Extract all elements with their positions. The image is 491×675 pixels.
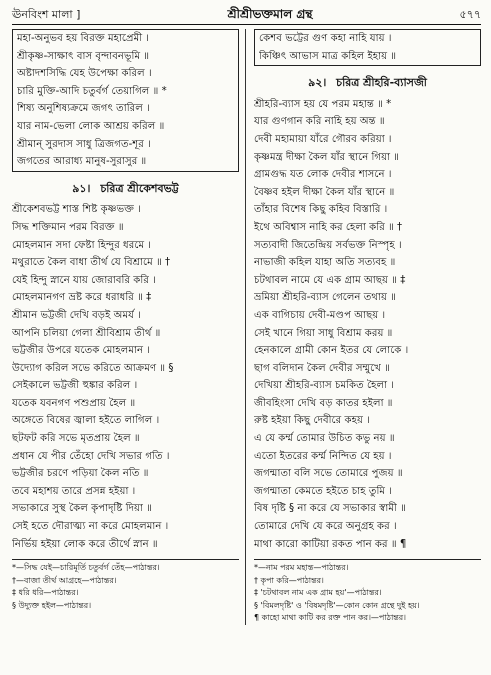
chapter-label: ঊনবিংশ মালা ] bbox=[12, 8, 81, 21]
verse-line: কৃষ্ণমন্ত্র দীক্ষা কৈল যাঁর স্থানে গিয়া ॥ bbox=[254, 151, 400, 163]
footnote: † কৃপা করি—পাঠান্তর। bbox=[254, 575, 324, 585]
footnote: ‡ 'চটথাবল নাম এক গ্রাম হয়'—পাঠান্তর। bbox=[254, 588, 382, 598]
verse-line: নির্ভিয় হইয়া লোক করে তীর্থে স্নান ॥ bbox=[12, 538, 158, 550]
verse-line: দেখিয়া শ্রীহরি-ব্যাস চমকিত হৈলা । bbox=[254, 380, 394, 392]
footnotes bbox=[254, 559, 481, 625]
verse-line: প্রধান যে পীর তেঁহো দেখি সভার গতি । bbox=[12, 450, 170, 462]
verse-line: জগন্মাতা বলি সভে তোমারে পুজয় ॥ bbox=[254, 468, 403, 480]
verse-line: ভট্টজীর চরণে পড়িয়া কৈল নতি ॥ bbox=[12, 468, 149, 480]
footnote: § উদ্যুক্ত হইল—পাঠান্তর। bbox=[12, 600, 92, 610]
verse-line: শ্রীমান ভট্টজী দেখি বড়ই অমর্য । bbox=[12, 309, 141, 321]
page-header bbox=[12, 6, 481, 25]
verse-line: যার নাম-ভেলা লোক আশ্রয় করিল ॥ bbox=[17, 120, 165, 132]
text-columns bbox=[12, 29, 481, 625]
footnote: *—সিদ্ধ যেই—চারিমূর্তি চতুর্বর্গ তেঁহ—পাঠান্তর। bbox=[12, 563, 160, 573]
verse-line: দেবী মহামায়া যাঁরে গৌরব করিয়া । bbox=[254, 133, 392, 145]
verse-line: জগতের আরাধ্য মানুষ-সুরাসুর ॥ bbox=[17, 156, 147, 168]
verse-line: এতো ইতরের কর্ম্ম নিন্দিত যে হয় । bbox=[254, 450, 392, 462]
verse-list bbox=[254, 96, 481, 553]
verse-line: শ্রীহরি-ব্যাস হয় যে পরম মহান্ত ॥ * bbox=[254, 98, 392, 110]
verse-line: তাঁহার বিশেষ কিছু কহিব বিস্তারি । bbox=[254, 204, 388, 216]
verse-line: ইথে অবিশ্বাস নাহি কর হেলা করি ॥ † bbox=[254, 221, 403, 233]
verse-list bbox=[12, 201, 239, 553]
right-column bbox=[254, 29, 481, 625]
verse-line: তোমারে দেখি যে করে অনুগ্রহ কর । bbox=[254, 521, 397, 533]
verse-line: যার গুণগান করি নাহি হয় অন্ত ॥ bbox=[254, 116, 385, 128]
verse-line: মাথা কারো কাটিয়া রকত পান কর ॥ ¶ bbox=[254, 538, 407, 550]
verse-line: অঙ্গেতে বিষের জ্বালা হইতে লাগিল । bbox=[12, 415, 160, 427]
section-heading bbox=[254, 74, 481, 92]
verse-line: মহা-অনুভব হয় বিরক্ত মহাপ্রেমী । bbox=[17, 33, 150, 44]
footnote: ‡ ধরি ধরি—পাঠান্তর। bbox=[12, 588, 79, 598]
footnote: *—নাম পরম মহান্ত—পাঠান্তর। bbox=[254, 563, 349, 573]
verse-line: অষ্টাদশসিদ্ধি যেহ উপেক্ষা করিল । bbox=[17, 68, 152, 80]
footnote: § 'বিমলদৃষ্টি' ও 'বিষমদৃষ্টি'—কোন কোন গ্রন্থে দুই হয়। bbox=[254, 600, 420, 610]
verse-line: ভট্টজীর উপরে যতেক মোহলমান । bbox=[12, 345, 150, 357]
verse-line: শ্রীকেশবভট্ট শাস্ত শিষ্ট কৃষ্ণভক্ত । bbox=[12, 204, 141, 216]
verse-line: শ্রীমান্ সুরদাস সাধু ত্রিজগত-শূর । bbox=[17, 138, 151, 150]
footnote: †—বাজা তীর্থ আগ্রহে—পাঠান্তর। bbox=[12, 575, 117, 585]
section-title: চরিত্র শ্রীহরি-ব্যাসজী bbox=[336, 76, 427, 90]
right-box bbox=[254, 29, 481, 66]
verse-line: সেই খানে গিয়া সাধু বিশ্রাম করয় ॥ bbox=[254, 327, 393, 339]
verse-line: সিদ্ধ শক্তিমান পরম বিরক্ত ॥ bbox=[12, 221, 124, 233]
verse-line: ভ্রমিয়া শ্রীহরি-ব্যাস গেলেন তথায় ॥ bbox=[254, 292, 396, 304]
verse-line: ছটফট করি সভে মৃতপ্রায় হৈল ॥ bbox=[12, 433, 140, 445]
verse-line: উদ্যোগ করিল সভে করিতে আক্রমণ ॥ § bbox=[12, 362, 174, 374]
verse-line: মথুরাতে কৈল বাধা তীর্থ যে বিশ্রামে ॥ † bbox=[12, 257, 171, 269]
verse-line: শ্রীকৃষ্ণ-সাক্ষাৎ বাস বৃন্দাবনভূমি ॥ bbox=[17, 50, 150, 62]
book-title: শ্রীশ্রীভক্তমাল গ্রন্থ bbox=[227, 7, 313, 21]
section-number: ৯১। bbox=[72, 181, 91, 195]
verse-line: আপনি চলিয়া গেলা শ্রীবিশ্রাম তীর্থ ॥ bbox=[12, 327, 161, 339]
left-box bbox=[12, 29, 239, 172]
verse-line: সেইকালে ভট্টজী হুঙ্কার করিল । bbox=[12, 380, 138, 392]
verse-line: যতেক যবনগণ পশুপ্রায় হৈল ॥ bbox=[12, 397, 136, 409]
section-heading bbox=[12, 180, 239, 198]
verse-line: মোহলমানগণ ভ্রষ্ট করে ধরাধরি ॥ ‡ bbox=[12, 292, 152, 304]
verse-line: সেই হতে দৌরাত্ম্য না করে মোহলমান । bbox=[12, 521, 169, 533]
verse-line: এক বাগিচায় দেবী-মণ্ডপ আছয় । bbox=[254, 309, 386, 321]
verse-line: এ যে কর্ম্ম তোমার উচিত কভু নয় ॥ bbox=[254, 433, 395, 445]
verse-line: নাভাজী কহিল যাহা অতি সত্যবহ ॥ bbox=[254, 257, 396, 269]
verse-line: বৈষ্ণব হইল দীক্ষা কৈল যাঁর স্থানে ॥ bbox=[254, 186, 395, 198]
verse-line: জীবহিংসা দেখি বড় কাতর হইলা ॥ bbox=[254, 397, 393, 409]
page-number: ৫৭৭ bbox=[459, 8, 481, 21]
verse-line: শিষ্য অনুশিষ্যক্রমে জগৎ তারিল । bbox=[17, 103, 150, 115]
verse-line: তবে মহাশয় তারে প্রসন্ন হইয়া । bbox=[12, 485, 136, 497]
footnote: ¶ কাহো মাথা কাটি কর রক্ত পান কর।—পাঠান্তর। bbox=[254, 613, 407, 623]
verse-line: ছাগ বলিদান কৈল দেবীর সম্মুখে ॥ bbox=[254, 362, 390, 374]
left-column bbox=[12, 29, 246, 625]
verse-line: চটথাবল নামে যে এক গ্রাম আছয় ॥ ‡ bbox=[254, 274, 406, 286]
verse-line: রুষ্ট হইয়া কিছু দেবীরে কহয় । bbox=[254, 415, 370, 427]
verse-line: সভাকারে সুস্থ কৈল কৃপাদৃষ্টি দিয়া ॥ bbox=[12, 503, 152, 515]
verse-line: হেনকালে গ্রামী কোন ইতর যে লোকে । bbox=[254, 345, 409, 357]
verse-line: সত্যবাদী জিতেন্দ্রিয় সর্বভক্ত নিস্পৃহ । bbox=[254, 239, 402, 251]
verse-line: গ্রামগুদ্ধ যত লোক দেবীর শাসনে । bbox=[254, 169, 392, 181]
verse-line: কিঞ্চিৎ আভাস মাত্র কহিল ইহায় ॥ bbox=[259, 50, 397, 62]
footnotes bbox=[12, 559, 239, 612]
verse-line: যেই হিন্দু স্নানে যায় জোরাবরি করি । bbox=[12, 274, 156, 286]
section-title: চরিত্র শ্রীকেশবভট্ট bbox=[100, 181, 179, 195]
section-number: ৯২। bbox=[308, 76, 327, 90]
verse-line: মোহলমান সদা ফেষ্টা হিন্দুর ধরমে । bbox=[12, 239, 151, 251]
verse-line: জগন্মাতা কেমতে হইতে চাহ তুমি । bbox=[254, 485, 392, 497]
verse-line: কেশব ভট্টের গুণ কহা নাহি যায় । bbox=[259, 33, 392, 44]
verse-line: চারি মুক্তি-আদি চতুর্বর্গ তেয়াগিল ॥ * bbox=[17, 85, 167, 97]
verse-line: বিষ দৃষ্টি § না করে যে সভাকার স্বামী ॥ bbox=[254, 503, 406, 515]
